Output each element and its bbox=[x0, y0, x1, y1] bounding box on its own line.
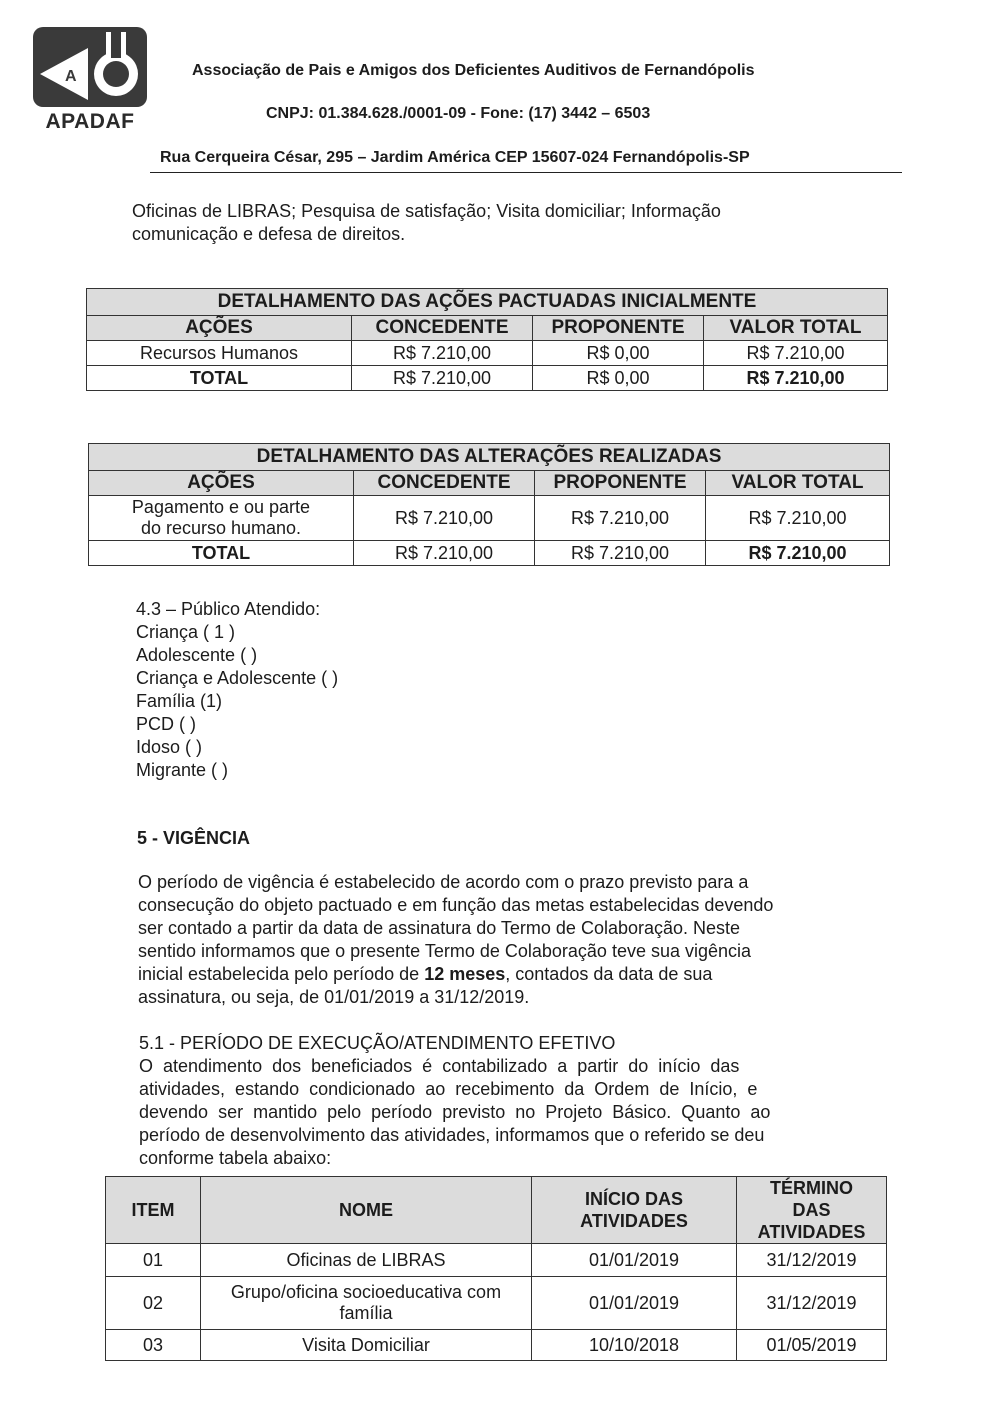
apadaf-logo bbox=[32, 26, 148, 136]
list-item: PCD ( ) bbox=[136, 714, 196, 734]
cell: Pagamento e ou parte do recurso humano. bbox=[89, 496, 354, 541]
execucao-paragraph bbox=[139, 1032, 770, 1170]
table-row bbox=[87, 341, 888, 366]
cell: Visita Domiciliar bbox=[201, 1330, 532, 1361]
text-line: assinatura, ou seja, de 01/01/2019 a 31/12/2019. bbox=[138, 987, 530, 1007]
vigencia-paragraph bbox=[138, 871, 773, 1009]
col-header: AÇÕES bbox=[89, 471, 354, 496]
col-header: CONCEDENTE bbox=[352, 316, 533, 341]
cell: R$ 7.210,00 bbox=[706, 541, 890, 566]
org-name: Associação de Pais e Amigos dos Deficientes Auditivos de Fernandópolis bbox=[192, 62, 755, 79]
cell: 02 bbox=[106, 1277, 201, 1330]
text-line: O atendimento dos beneficiados é contabilizado a partir do início das bbox=[139, 1056, 740, 1076]
intro-paragraph bbox=[132, 200, 721, 246]
section-heading: 4.3 – Público Atendido: bbox=[136, 599, 321, 619]
intro-line: comunicação e defesa de direitos. bbox=[132, 224, 406, 244]
col-header: PROPONENTE bbox=[533, 316, 704, 341]
cell: R$ 7.210,00 bbox=[535, 496, 706, 541]
text-line: consecução do objeto pactuado e em função das metas estabelecidas devendo bbox=[138, 895, 774, 915]
text-line: período de desenvolvimento das atividades, informamos que o referido se deu bbox=[139, 1125, 765, 1145]
table-row bbox=[106, 1277, 887, 1330]
text-line: sentido informamos que o presente Termo de Colaboração teve sua vigência bbox=[138, 941, 752, 961]
text-line: O período de vigência é estabelecido de acordo com o prazo previsto para a bbox=[138, 872, 749, 892]
svg-text:A: A bbox=[65, 68, 77, 85]
section-heading-vigencia: 5 - VIGÊNCIA bbox=[137, 828, 251, 848]
cell: TOTAL bbox=[89, 541, 354, 566]
cell: R$ 7.210,00 bbox=[535, 541, 706, 566]
cnpj-phone: CNPJ: 01.384.628./0001-09 - Fone: (17) 3442 – 6503 bbox=[266, 105, 651, 122]
cell: 01 bbox=[106, 1244, 201, 1277]
header-divider bbox=[150, 172, 902, 173]
table-row bbox=[106, 1244, 887, 1277]
list-item: Adolescente ( ) bbox=[136, 645, 258, 665]
cell: Grupo/oficina socioeducativa com família bbox=[201, 1277, 532, 1330]
table-acoes-pactuadas bbox=[86, 288, 888, 391]
table-alteracoes bbox=[88, 443, 890, 566]
cell: 01/01/2019 bbox=[532, 1277, 737, 1330]
table-row-total bbox=[87, 366, 888, 391]
text-line: atividades, estando condicionado ao recebimento da Ordem de Início, e bbox=[139, 1079, 758, 1099]
text-line: ser contado a partir da data de assinatura do Termo de Colaboração. Neste bbox=[138, 918, 741, 938]
col-header: NOME bbox=[201, 1177, 532, 1244]
list-item: Idoso ( ) bbox=[136, 737, 203, 757]
list-item: Migrante ( ) bbox=[136, 760, 229, 780]
col-header: VALOR TOTAL bbox=[704, 316, 888, 341]
table-row bbox=[89, 496, 890, 541]
col-header: INÍCIO DAS ATIVIDADES bbox=[532, 1177, 737, 1244]
cell: Oficinas de LIBRAS bbox=[201, 1244, 532, 1277]
col-header: AÇÕES bbox=[87, 316, 352, 341]
text-line bbox=[138, 963, 773, 986]
bold-fragment: 12 meses bbox=[424, 964, 506, 984]
list-item: Família (1) bbox=[136, 691, 223, 711]
text-line: devendo ser mantido pelo período previsto no Projeto Básico. Quanto ao bbox=[139, 1102, 771, 1122]
cell: 31/12/2019 bbox=[737, 1244, 887, 1277]
cell: 10/10/2018 bbox=[532, 1330, 737, 1361]
cell: R$ 7.210,00 bbox=[354, 541, 535, 566]
intro-line: Oficinas de LIBRAS; Pesquisa de satisfação; Visita domiciliar; Informação bbox=[132, 201, 721, 221]
table-row-total bbox=[89, 541, 890, 566]
text-fragment: inicial estabelecida pelo período de bbox=[138, 964, 425, 984]
section-heading: 5.1 - PERÍODO DE EXECUÇÃO/ATENDIMENTO EFETIVO bbox=[139, 1033, 616, 1053]
cell: 01/05/2019 bbox=[737, 1330, 887, 1361]
cell: R$ 7.210,00 bbox=[352, 341, 533, 366]
table-title: DETALHAMENTO DAS AÇÕES PACTUADAS INICIALMENTE bbox=[87, 289, 888, 316]
publico-atendido bbox=[136, 598, 338, 782]
col-header: TÉRMINO DAS ATIVIDADES bbox=[737, 1177, 887, 1244]
cell: R$ 7.210,00 bbox=[354, 496, 535, 541]
cell: TOTAL bbox=[87, 366, 352, 391]
text-line: conforme tabela abaixo: bbox=[139, 1148, 332, 1168]
cell: R$ 0,00 bbox=[533, 366, 704, 391]
text-fragment: , contados da data de sua bbox=[505, 964, 713, 984]
cell: R$ 7.210,00 bbox=[704, 341, 888, 366]
col-header: PROPONENTE bbox=[535, 471, 706, 496]
col-header: ITEM bbox=[106, 1177, 201, 1244]
cell: R$ 7.210,00 bbox=[706, 496, 890, 541]
list-item: Criança ( 1 ) bbox=[136, 622, 236, 642]
cell: R$ 0,00 bbox=[533, 341, 704, 366]
col-header: VALOR TOTAL bbox=[706, 471, 890, 496]
address: Rua Cerqueira César, 295 – Jardim América CEP 15607-024 Fernandópolis-SP bbox=[160, 149, 750, 166]
cell: 01/01/2019 bbox=[532, 1244, 737, 1277]
cell: Recursos Humanos bbox=[87, 341, 352, 366]
col-header: CONCEDENTE bbox=[354, 471, 535, 496]
table-row bbox=[106, 1330, 887, 1361]
cell: R$ 7.210,00 bbox=[352, 366, 533, 391]
cell: 31/12/2019 bbox=[737, 1277, 887, 1330]
table-atividades bbox=[105, 1176, 887, 1361]
table-title: DETALHAMENTO DAS ALTERAÇÕES REALIZADAS bbox=[89, 444, 890, 471]
list-item: Criança e Adolescente ( ) bbox=[136, 668, 339, 688]
cell: R$ 7.210,00 bbox=[704, 366, 888, 391]
cell: 03 bbox=[106, 1330, 201, 1361]
logo-wordmark: APADAF bbox=[45, 110, 135, 133]
